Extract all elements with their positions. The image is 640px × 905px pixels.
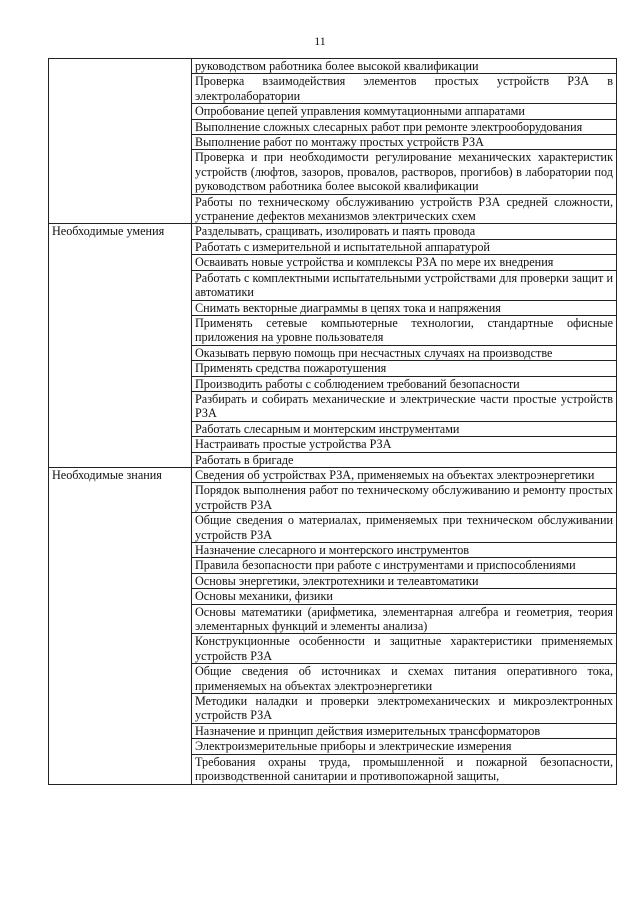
table-cell: Снимать векторные диаграммы в цепях тока и напряжения	[192, 300, 617, 315]
table-cell: Электроизмерительные приборы и электрические измерения	[192, 739, 617, 754]
table-cell: руководством работника более высокой квалификации	[192, 59, 617, 74]
table-cell: Проверка взаимодействия элементов простых устройств РЗА в электролаборатории	[192, 74, 617, 104]
table-cell: Настраивать простые устройства РЗА	[192, 437, 617, 452]
table-cell: Применять средства пожаротушения	[192, 361, 617, 376]
table-cell: Общие сведения об источниках и схемах питания оперативного тока, применяемых на объектах электроэнергетики	[192, 664, 617, 694]
table-cell: Сведения об устройствах РЗА, применяемых на объектах электроэнергетики	[192, 467, 617, 482]
table-cell: Правила безопасности при работе с инструментами и приспособлениями	[192, 558, 617, 573]
table-cell: Проверка и при необходимости регулирование механических характеристик устройств (люфтов, зазоров, провалов, растворов, прогибов) в лаборатории под руководством работника более высокой квалификации	[192, 150, 617, 194]
table-cell: Методики наладки и проверки электромеханических и микроэлектронных устройств РЗА	[192, 694, 617, 724]
table-cell: Разделывать, сращивать, изолировать и паять провода	[192, 224, 617, 239]
table-cell: Работать в бригаде	[192, 452, 617, 467]
page-number: 11	[314, 34, 326, 48]
table-cell: Работать с комплектными испытательными устройствами для проверки защит и автоматики	[192, 270, 617, 300]
table-cell: Основы математики (арифметика, элементарная алгебра и геометрия, теория элементарных функций и элементы анализа)	[192, 604, 617, 634]
table-cell: Порядок выполнения работ по техническому обслуживанию и ремонту простых устройств РЗА	[192, 483, 617, 513]
table-row	[49, 224, 617, 239]
table-cell: Выполнение работ по монтажу простых устройств РЗА	[192, 135, 617, 150]
section-label: Необходимые умения	[49, 224, 192, 468]
section-label: Необходимые знания	[49, 467, 192, 784]
table-cell: Назначение слесарного и монтерского инструментов	[192, 543, 617, 558]
table-cell: Основы энергетики, электротехники и телеавтоматики	[192, 573, 617, 588]
table-row	[49, 467, 617, 482]
table-cell: Основы механики, физики	[192, 589, 617, 604]
table-cell: Конструкционные особенности и защитные характеристики применяемых устройств РЗА	[192, 634, 617, 664]
competency-table	[48, 58, 617, 785]
table-cell: Осваивать новые устройства и комплексы РЗА по мере их внедрения	[192, 255, 617, 270]
table-cell: Оказывать первую помощь при несчастных случаях на производстве	[192, 345, 617, 360]
section-label	[49, 59, 192, 224]
table-cell: Выполнение сложных слесарных работ при ремонте электрооборудования	[192, 119, 617, 134]
table-cell: Требования охраны труда, промышленной и пожарной безопасности, производственной санитарии и противопожарной защиты,	[192, 754, 617, 784]
table-cell: Разбирать и собирать механические и электрические части простые устройств РЗА	[192, 391, 617, 421]
table-cell: Работать слесарным и монтерским инструментами	[192, 421, 617, 436]
table-cell: Опробование цепей управления коммутационными аппаратами	[192, 104, 617, 119]
table-cell: Применять сетевые компьютерные технологии, стандартные офисные приложения на уровне пользователя	[192, 315, 617, 345]
table-cell: Работы по техническому обслуживанию устройств РЗА средней сложности, устранение дефектов механизмов электрических схем	[192, 194, 617, 224]
table-cell: Общие сведения о материалах, применяемых при техническом обслуживании устройств РЗА	[192, 513, 617, 543]
table-cell: Работать с измерительной и испытательной аппаратурой	[192, 239, 617, 254]
table-cell: Назначение и принцип действия измерительных трансформаторов	[192, 723, 617, 738]
table-row	[49, 59, 617, 74]
table-cell: Производить работы с соблюдением требований безопасности	[192, 376, 617, 391]
